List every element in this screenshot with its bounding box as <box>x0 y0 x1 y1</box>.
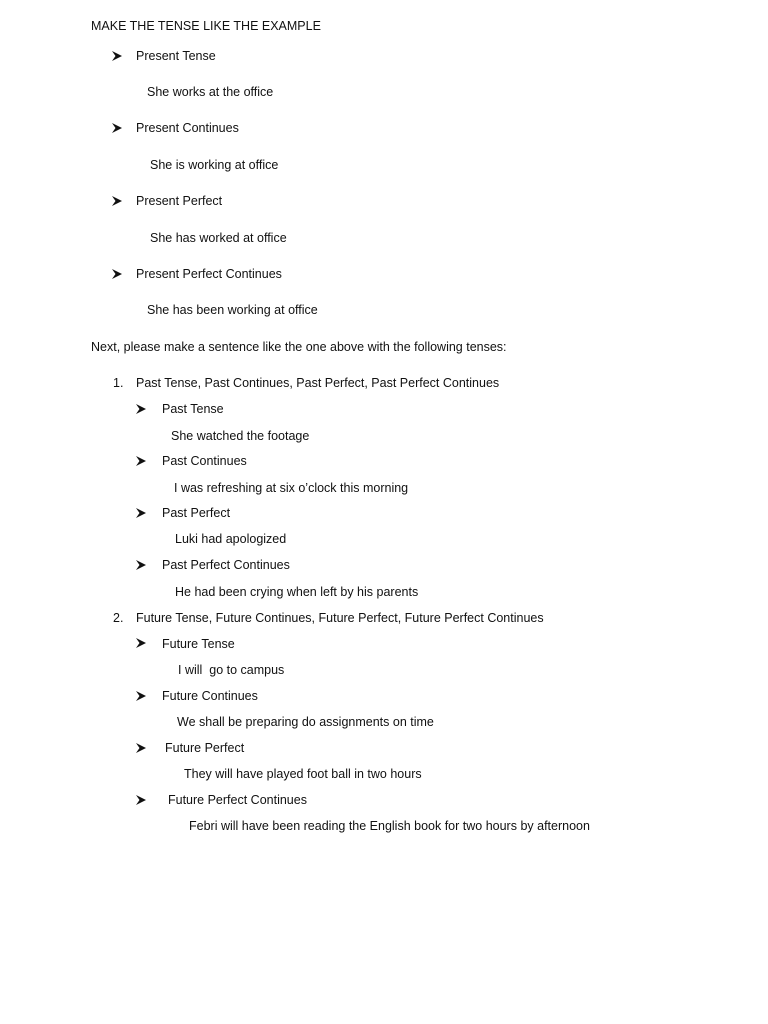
example-label: Present Perfect Continues <box>136 267 282 281</box>
arrow-bullet-icon <box>135 690 147 702</box>
example-label: Present Tense <box>136 49 216 63</box>
tense-sentence: Febri will have been reading the English book for two hours by afternoon <box>189 819 590 833</box>
tense-label: Future Tense <box>162 637 235 651</box>
tense-label: Future Perfect Continues <box>168 793 307 807</box>
example-label: Present Continues <box>136 121 239 135</box>
example-sentence: She has been working at office <box>147 303 318 317</box>
section-heading: Future Tense, Future Continues, Future Perfect, Future Perfect Continues <box>136 611 544 625</box>
section-heading: Past Tense, Past Continues, Past Perfect, Past Perfect Continues <box>136 376 500 390</box>
arrow-bullet-icon <box>135 403 147 415</box>
tense-label: Past Continues <box>162 454 247 468</box>
tense-label: Future Continues <box>162 689 258 703</box>
example-sentence: She has worked at office <box>150 231 287 245</box>
tense-label: Past Tense <box>162 402 224 416</box>
tense-sentence: I will go to campus <box>178 663 285 677</box>
tense-sentence: She watched the footage <box>171 429 310 443</box>
tense-sentence: Luki had apologized <box>175 532 287 546</box>
tense-sentence: We shall be preparing do assignments on time <box>177 715 434 729</box>
tense-label: Future Perfect <box>165 741 245 755</box>
section-number: 2. <box>113 611 124 625</box>
tense-label: Past Perfect <box>162 506 231 520</box>
example-sentence: She is working at office <box>150 158 279 172</box>
arrow-bullet-icon <box>135 507 147 519</box>
tense-label: Past Perfect Continues <box>162 558 290 572</box>
arrow-bullet-icon <box>135 742 147 754</box>
arrow-bullet-icon <box>135 455 147 467</box>
instruction-text: Next, please make a sentence like the one above with the following tenses: <box>91 340 507 354</box>
arrow-bullet-icon <box>111 195 123 207</box>
tense-sentence: I was refreshing at six o’clock this morning <box>174 481 409 495</box>
arrow-bullet-icon <box>111 50 123 62</box>
section-number: 1. <box>113 376 124 390</box>
tense-sentence: He had been crying when left by his parents <box>175 585 419 599</box>
arrow-bullet-icon <box>135 794 147 806</box>
tense-sentence: They will have played foot ball in two hours <box>184 767 422 781</box>
arrow-bullet-icon <box>111 122 123 134</box>
arrow-bullet-icon <box>135 559 147 571</box>
document-title: MAKE THE TENSE LIKE THE EXAMPLE <box>91 19 321 33</box>
arrow-bullet-icon <box>111 268 123 280</box>
arrow-bullet-icon <box>135 637 147 649</box>
example-sentence: She works at the office <box>147 85 274 99</box>
example-label: Present Perfect <box>136 194 223 208</box>
